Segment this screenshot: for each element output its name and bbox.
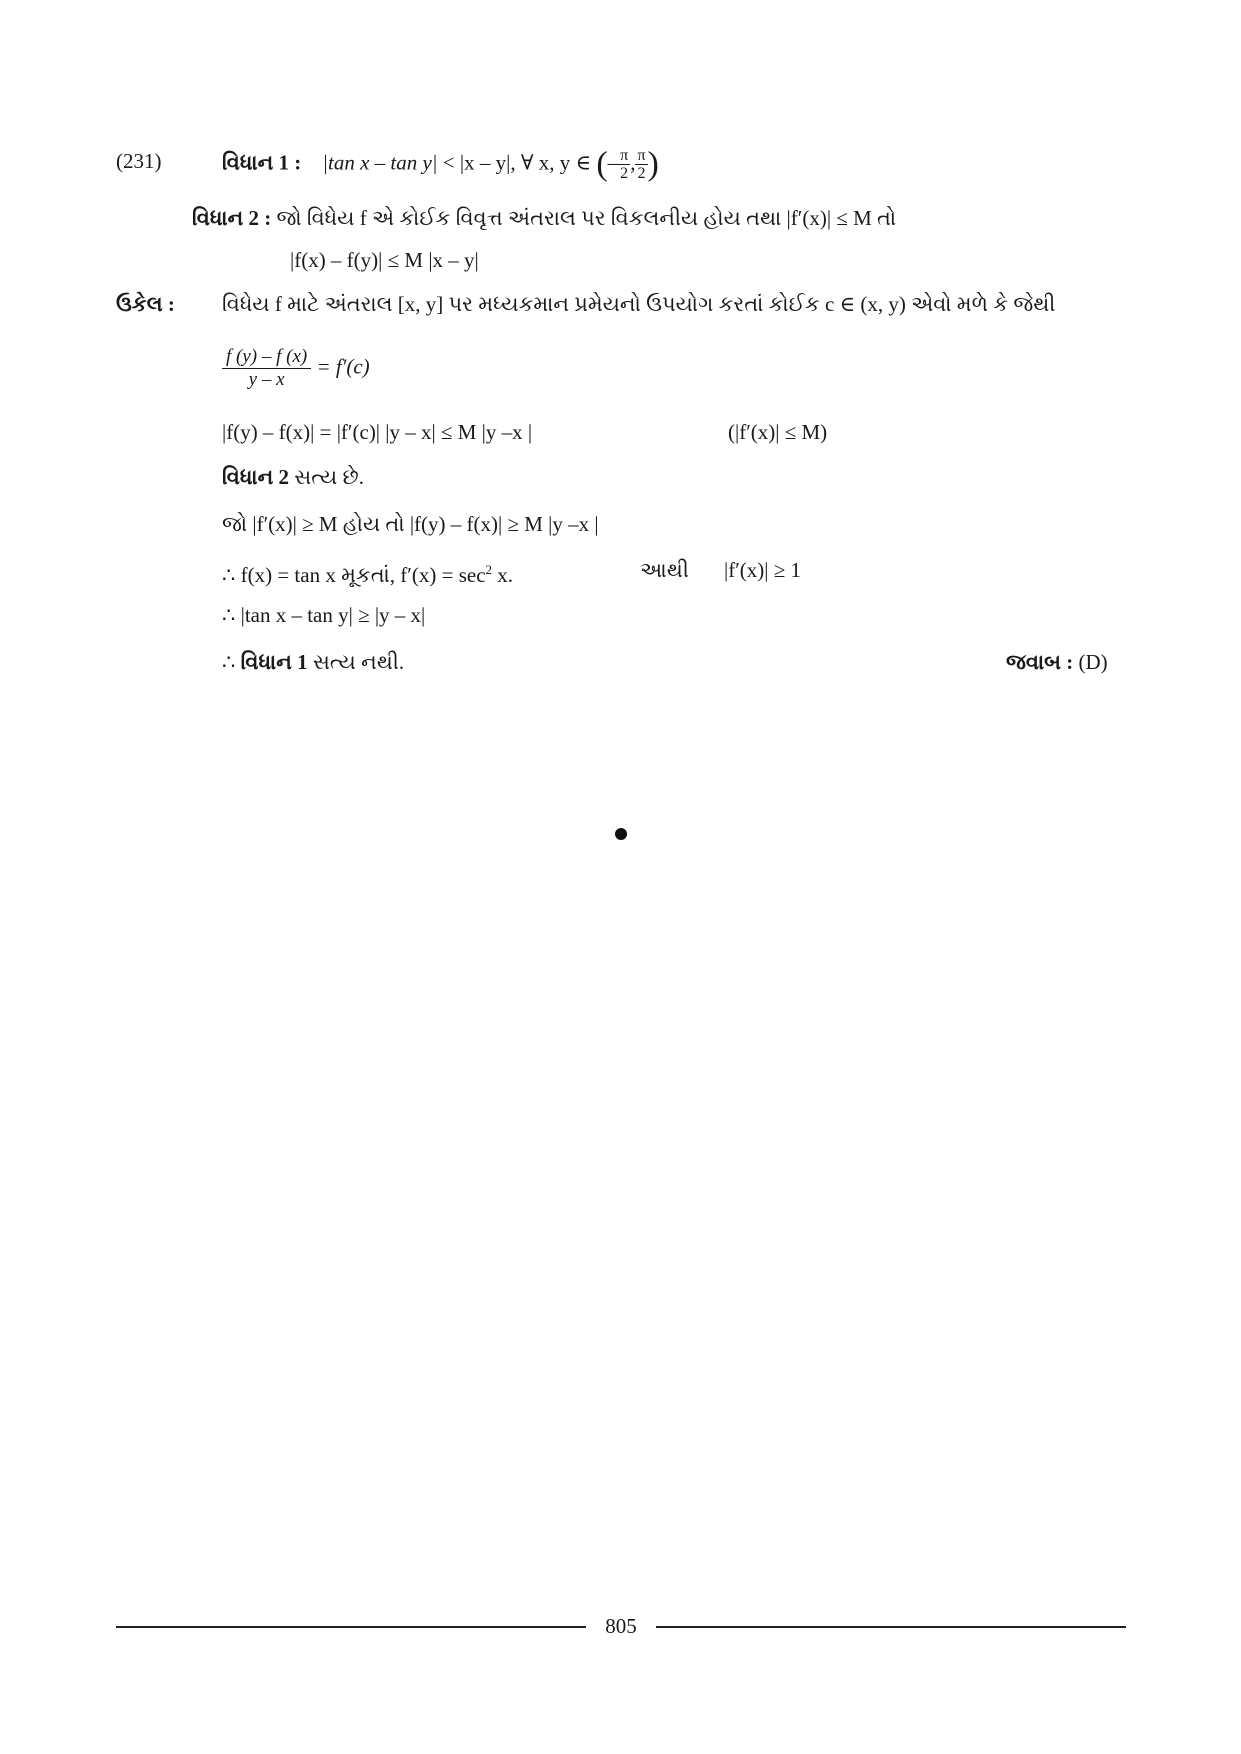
answer-value: (D) [1078, 650, 1108, 674]
step-4-b: x. [492, 563, 514, 587]
close-paren: ) [647, 145, 659, 183]
solution-label: ઉકેલ : [116, 292, 175, 316]
step-4-hence: આથી [640, 558, 689, 582]
step-4-sup: 2 [485, 562, 493, 577]
answer [1006, 648, 1108, 676]
step-1: |f(y) – f(x)| = |f′(c)| |y – x| ≤ M |y –x | [222, 420, 533, 444]
statement-2-continuation: |f(x) – f(y)| ≤ M |x – y| [290, 248, 479, 272]
footer-rule-left [116, 1626, 586, 1628]
statement-2 [192, 204, 896, 232]
step-6-label: વિધાન 1 [240, 650, 308, 674]
section-end-bullet [615, 828, 627, 840]
open-paren: ( [596, 145, 608, 183]
solution-intro: વિધેય f માટે અંતરાલ [x, y] પર મધ્યકમાન પ્રમેયનો ઉપયોગ કરતાં કોઈક c ∈ (x, y) એવો મળે કે જેથી [222, 292, 1056, 316]
pi-over-2-fraction: $\frac{\pi}{2}$ [637, 147, 646, 182]
step-6-a: ∴ [222, 650, 241, 674]
footer-rule-right [656, 1626, 1126, 1628]
page-number: 805 [605, 1614, 637, 1638]
step-2 [222, 463, 364, 491]
step-4 [222, 556, 513, 589]
step-4-a: ∴ f(x) = tan x મૂકતાં, f′(x) = sec [222, 563, 486, 587]
pi-over-2-fraction: $\frac{\pi}{2}$ [620, 147, 629, 182]
statement-1: વિધાન 1 : |tan x – tan y| < |x – y|, ∀ x, y ∈ (– $\frac{\pi}{2}$ , $\frac{\pi}{2}$ ) [222, 145, 659, 183]
step-4-result: |f′(x)| ≥ 1 [724, 558, 802, 582]
statement-2-text: જો વિધેય f એ કોઈક વિવૃત્ત અંતરાલ પર વિકલનીય હોય તથા |f′(x)| ≤ M તો [271, 206, 897, 230]
step-2-label: વિધાન 2 [222, 465, 289, 489]
step-5: ∴ |tan x – tan y| ≥ |y – x| [222, 603, 426, 627]
question-number: (231) [116, 149, 162, 173]
mean-value-equation [222, 346, 370, 391]
statement-1-label: વિધાન 1 : [222, 150, 302, 175]
step-3: જો |f′(x)| ≥ M હોય તો |f(y) – f(x)| ≥ M |y –x | [222, 512, 599, 536]
step-1-note: (|f′(x)| ≤ M) [728, 420, 828, 444]
step-6-b: સત્ય નથી. [307, 650, 405, 674]
statement-2-label: વિધાન 2 : [192, 206, 272, 230]
step-2-text: સત્ય છે. [288, 465, 364, 489]
statement-1-expr-a: |tan x – tan y| [322, 150, 438, 175]
statement-1-expr-b: < |x – y|, ∀ x, y ∈ [437, 150, 597, 175]
answer-label: જવાબ : [1006, 650, 1079, 674]
mean-value-fraction: $\frac{f (y) - f (x)}{y - x}$ [222, 346, 311, 391]
fraction-rhs: = f′(c) [316, 354, 370, 379]
step-6 [222, 648, 404, 676]
